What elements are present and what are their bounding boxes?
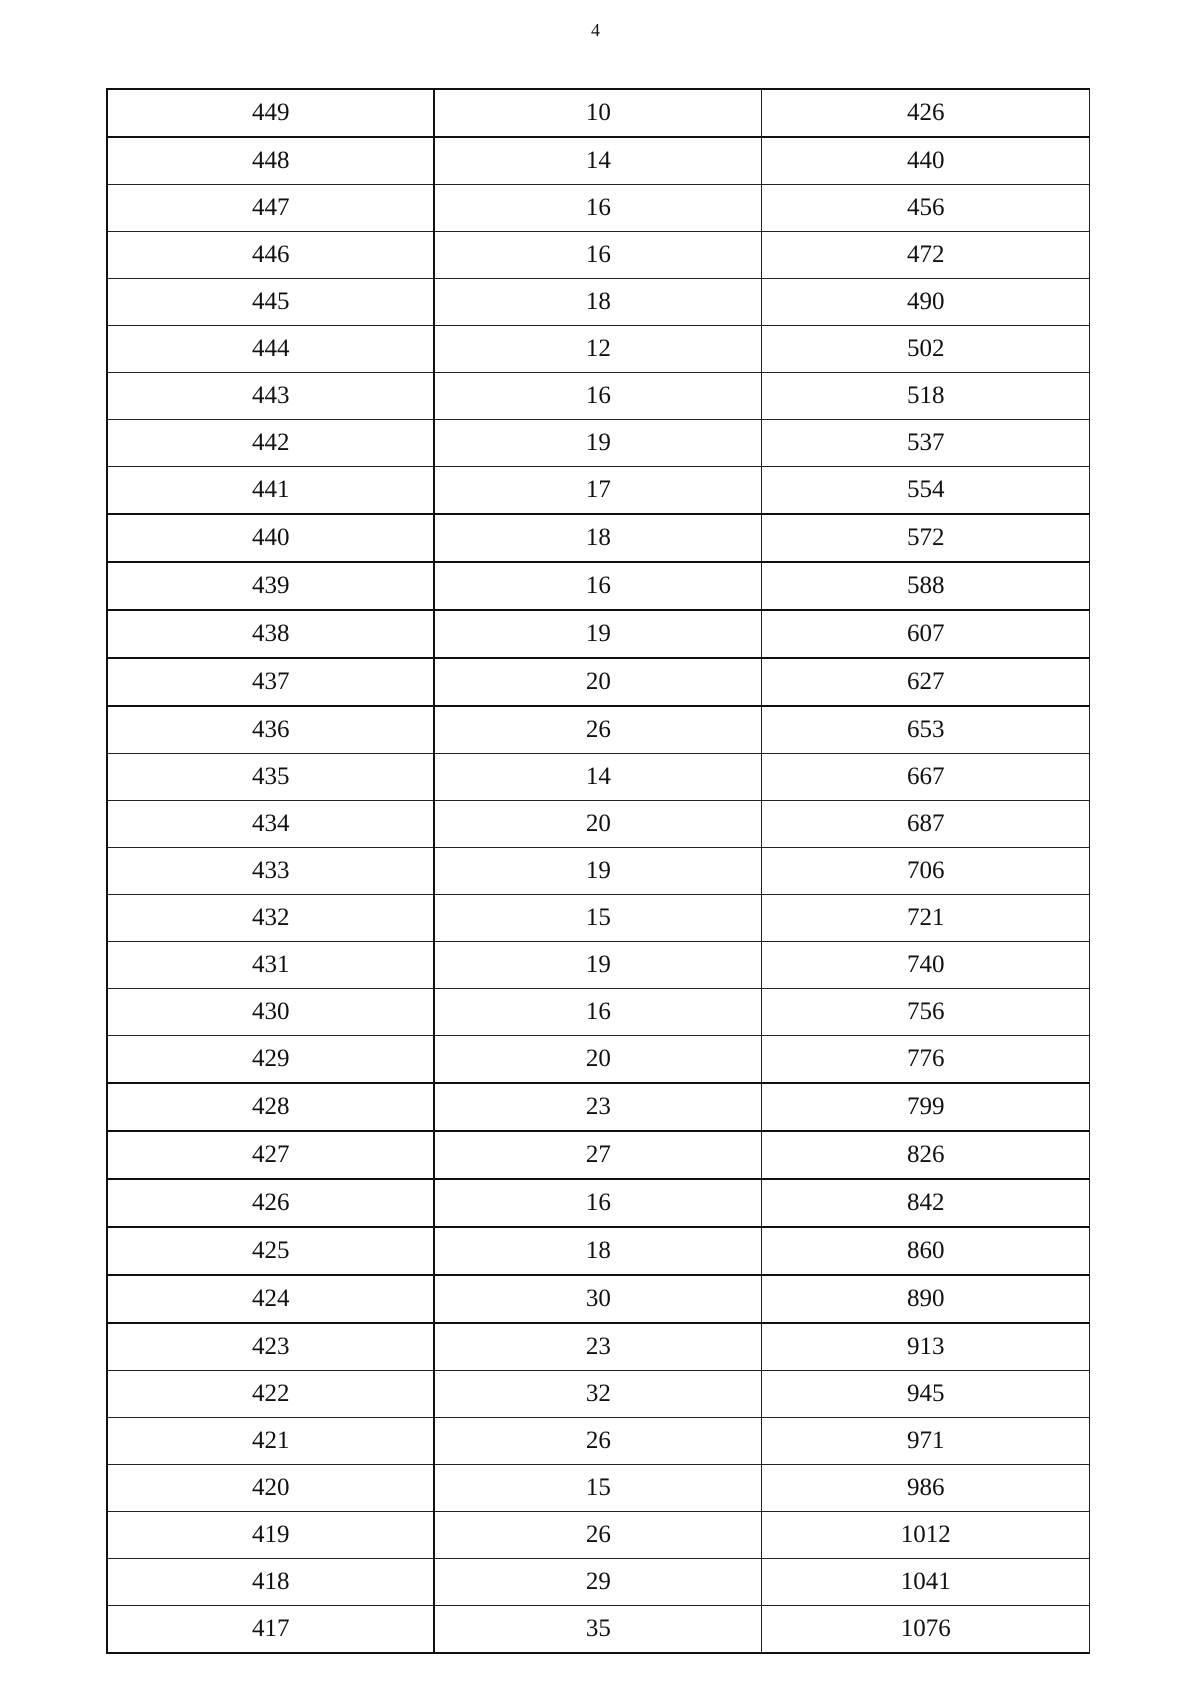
- table-row: [107, 467, 1090, 515]
- cumulative-cell: 860: [762, 1227, 1090, 1275]
- table-row: [107, 137, 1090, 185]
- table-row: [107, 848, 1090, 895]
- score-cell: 436: [107, 706, 434, 754]
- count-cell: 18: [434, 514, 761, 562]
- table-row: [107, 706, 1090, 754]
- count-cell: 29: [434, 1559, 761, 1606]
- score-cell: 427: [107, 1131, 434, 1179]
- table-row: [107, 1131, 1090, 1179]
- cumulative-cell: 472: [762, 232, 1090, 279]
- score-cell: 440: [107, 514, 434, 562]
- cumulative-cell: 502: [762, 326, 1090, 373]
- score-cell: 446: [107, 232, 434, 279]
- score-cell: 423: [107, 1323, 434, 1371]
- table-row: [107, 514, 1090, 562]
- cumulative-cell: 986: [762, 1465, 1090, 1512]
- score-cell: 422: [107, 1371, 434, 1418]
- score-cell: 426: [107, 1179, 434, 1227]
- score-cell: 418: [107, 1559, 434, 1606]
- cumulative-cell: 554: [762, 467, 1090, 515]
- cumulative-cell: 740: [762, 942, 1090, 989]
- table-row: [107, 1083, 1090, 1131]
- score-cell: 420: [107, 1465, 434, 1512]
- cumulative-cell: 721: [762, 895, 1090, 942]
- cumulative-cell: 537: [762, 420, 1090, 467]
- cumulative-cell: 890: [762, 1275, 1090, 1323]
- score-cell: 447: [107, 185, 434, 232]
- cumulative-cell: 456: [762, 185, 1090, 232]
- cumulative-cell: 913: [762, 1323, 1090, 1371]
- cumulative-cell: 653: [762, 706, 1090, 754]
- count-cell: 27: [434, 1131, 761, 1179]
- count-cell: 18: [434, 279, 761, 326]
- score-cell: 439: [107, 562, 434, 610]
- table-row: [107, 1036, 1090, 1084]
- cumulative-cell: 971: [762, 1418, 1090, 1465]
- score-cell: 434: [107, 801, 434, 848]
- count-cell: 26: [434, 706, 761, 754]
- count-cell: 19: [434, 942, 761, 989]
- cumulative-cell: 687: [762, 801, 1090, 848]
- table-row: [107, 373, 1090, 420]
- cumulative-cell: 572: [762, 514, 1090, 562]
- count-cell: 35: [434, 1606, 761, 1654]
- count-cell: 18: [434, 1227, 761, 1275]
- table-row: [107, 185, 1090, 232]
- count-cell: 15: [434, 1465, 761, 1512]
- page-number: 4: [591, 20, 600, 40]
- cumulative-cell: 799: [762, 1083, 1090, 1131]
- count-cell: 16: [434, 373, 761, 420]
- count-cell: 17: [434, 467, 761, 515]
- table-row: [107, 1371, 1090, 1418]
- table-row: [107, 658, 1090, 706]
- table-row: [107, 754, 1090, 801]
- count-cell: 19: [434, 420, 761, 467]
- score-cell: 448: [107, 137, 434, 185]
- table-row: [107, 1512, 1090, 1559]
- count-cell: 23: [434, 1083, 761, 1131]
- score-cell: 424: [107, 1275, 434, 1323]
- cumulative-cell: 756: [762, 989, 1090, 1036]
- table-row: [107, 279, 1090, 326]
- table-row: [107, 610, 1090, 658]
- cumulative-cell: 588: [762, 562, 1090, 610]
- score-cell: 432: [107, 895, 434, 942]
- table-row: [107, 1418, 1090, 1465]
- cumulative-cell: 607: [762, 610, 1090, 658]
- count-cell: 16: [434, 562, 761, 610]
- table-row: [107, 801, 1090, 848]
- count-cell: 10: [434, 89, 761, 137]
- score-cell: 438: [107, 610, 434, 658]
- table-row: [107, 1227, 1090, 1275]
- table-row: [107, 89, 1090, 137]
- table-body: [107, 89, 1090, 1653]
- score-cell: 443: [107, 373, 434, 420]
- table-row: [107, 1465, 1090, 1512]
- score-cell: 433: [107, 848, 434, 895]
- count-cell: 23: [434, 1323, 761, 1371]
- score-cell: 419: [107, 1512, 434, 1559]
- cumulative-cell: 706: [762, 848, 1090, 895]
- table-row: [107, 420, 1090, 467]
- cumulative-cell: 1012: [762, 1512, 1090, 1559]
- cumulative-cell: 1076: [762, 1606, 1090, 1654]
- table-row: [107, 895, 1090, 942]
- table-row: [107, 1606, 1090, 1654]
- table-row: [107, 562, 1090, 610]
- cumulative-cell: 440: [762, 137, 1090, 185]
- score-cell: 428: [107, 1083, 434, 1131]
- count-cell: 16: [434, 185, 761, 232]
- count-cell: 26: [434, 1418, 761, 1465]
- score-cell: 429: [107, 1036, 434, 1084]
- table-row: [107, 989, 1090, 1036]
- score-cell: 431: [107, 942, 434, 989]
- table-row: [107, 1559, 1090, 1606]
- cumulative-cell: 776: [762, 1036, 1090, 1084]
- count-cell: 16: [434, 232, 761, 279]
- count-cell: 12: [434, 326, 761, 373]
- score-cell: 437: [107, 658, 434, 706]
- table-row: [107, 1179, 1090, 1227]
- cumulative-cell: 945: [762, 1371, 1090, 1418]
- score-cell: 421: [107, 1418, 434, 1465]
- count-cell: 14: [434, 754, 761, 801]
- cumulative-cell: 826: [762, 1131, 1090, 1179]
- count-cell: 19: [434, 610, 761, 658]
- count-cell: 20: [434, 801, 761, 848]
- score-cell: 444: [107, 326, 434, 373]
- table-row: [107, 232, 1090, 279]
- cumulative-cell: 667: [762, 754, 1090, 801]
- score-distribution-table: [106, 88, 1090, 1654]
- count-cell: 32: [434, 1371, 761, 1418]
- cumulative-cell: 842: [762, 1179, 1090, 1227]
- table-row: [107, 1275, 1090, 1323]
- score-cell: 441: [107, 467, 434, 515]
- cumulative-cell: 1041: [762, 1559, 1090, 1606]
- count-cell: 20: [434, 658, 761, 706]
- table-row: [107, 1323, 1090, 1371]
- score-cell: 445: [107, 279, 434, 326]
- table-row: [107, 942, 1090, 989]
- count-cell: 16: [434, 989, 761, 1036]
- cumulative-cell: 490: [762, 279, 1090, 326]
- cumulative-cell: 426: [762, 89, 1090, 137]
- count-cell: 20: [434, 1036, 761, 1084]
- count-cell: 19: [434, 848, 761, 895]
- score-cell: 417: [107, 1606, 434, 1654]
- table-row: [107, 326, 1090, 373]
- count-cell: 30: [434, 1275, 761, 1323]
- count-cell: 16: [434, 1179, 761, 1227]
- score-cell: 425: [107, 1227, 434, 1275]
- count-cell: 15: [434, 895, 761, 942]
- score-cell: 435: [107, 754, 434, 801]
- score-cell: 449: [107, 89, 434, 137]
- cumulative-cell: 627: [762, 658, 1090, 706]
- score-cell: 442: [107, 420, 434, 467]
- count-cell: 14: [434, 137, 761, 185]
- cumulative-cell: 518: [762, 373, 1090, 420]
- count-cell: 26: [434, 1512, 761, 1559]
- score-cell: 430: [107, 989, 434, 1036]
